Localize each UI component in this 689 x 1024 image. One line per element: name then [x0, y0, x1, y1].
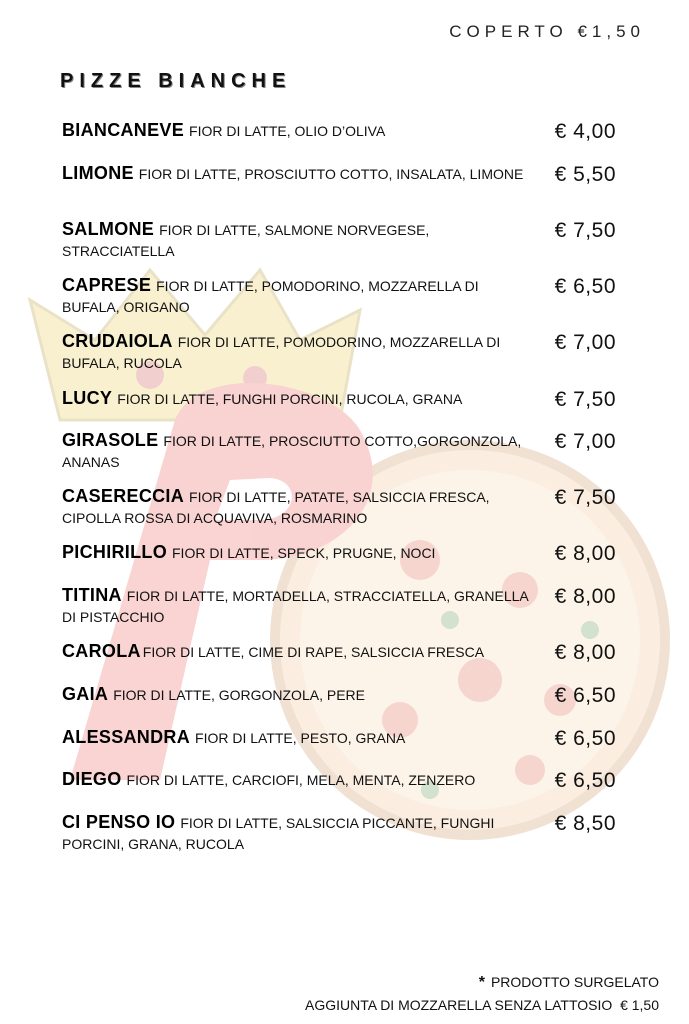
item-description: FIOR DI LATTE, PROSCIUTTO COTTO,GORGONZOLA, ANANAS	[62, 433, 522, 470]
footer-notes	[305, 971, 659, 1016]
item-name: ALESSANDRA	[62, 727, 191, 747]
item-description: FIOR DI LATTE, CIME DI RAPE, SALSICCIA FRESCA	[142, 644, 485, 660]
menu-item-salmone	[62, 219, 632, 262]
frozen-product-note	[305, 971, 659, 994]
menu-item-limone	[62, 163, 632, 185]
item-price: € 8,50	[554, 812, 616, 835]
item-price: € 7,50	[554, 486, 616, 509]
item-price: € 8,00	[554, 641, 616, 664]
item-description: FIOR DI LATTE, POMODORINO, MOZZARELLA DI BUFALA, ORIGANO	[62, 278, 479, 315]
menu-item-crudaiola	[62, 331, 632, 374]
menu-item-gaia	[62, 684, 632, 706]
item-description: FIOR DI LATTE, SPECK, PRUGNE, NOCI	[172, 545, 436, 561]
item-name: CASERECCIA	[62, 486, 185, 506]
item-description: FIOR DI LATTE, FUNGHI PORCINI, RUCOLA, GRANA	[117, 391, 463, 407]
item-description: FIOR DI LATTE, PROSCIUTTO COTTO, INSALATA, LIMONE	[138, 166, 524, 182]
item-price: € 6,50	[554, 727, 616, 750]
item-price: € 8,00	[554, 585, 616, 608]
item-name: BIANCANEVE	[62, 120, 185, 140]
item-description: FIOR DI LATTE, OLIO D’OLIVA	[189, 123, 386, 139]
menu-item-caserecia	[62, 486, 632, 529]
menu-item-carola	[62, 641, 632, 663]
item-name: GIRASOLE	[62, 430, 159, 450]
item-description: FIOR DI LATTE, PESTO, GRANA	[195, 730, 406, 746]
item-name: CRUDAIOLA	[62, 331, 173, 351]
item-name: GAIA	[62, 684, 109, 704]
item-description: FIOR DI LATTE, SALSICCIA PICCANTE, FUNGHI PORCINI, GRANA, RUCOLA	[62, 815, 495, 852]
frozen-product-label: PRODOTTO SURGELATO	[490, 974, 659, 990]
menu-item-titina	[62, 585, 632, 628]
coperto-price: COPERTO €1,50	[449, 22, 645, 41]
item-name: DIEGO	[62, 769, 122, 789]
menu-item-lucy	[62, 388, 632, 410]
item-name: CAPRESE	[62, 275, 152, 295]
item-name: SALMONE	[62, 219, 155, 239]
menu-item-pichirillo	[62, 542, 632, 564]
item-price: € 8,00	[554, 542, 616, 565]
item-price: € 7,50	[554, 219, 616, 242]
item-price: € 6,50	[554, 275, 616, 298]
item-description: FIOR DI LATTE, MORTADELLA, STRACCIATELLA, GRANELLA DI PISTACCHIO	[62, 588, 528, 625]
menu-item-ci-penso-io	[62, 812, 632, 855]
section-title: PIZZE BIANCHE	[60, 70, 292, 92]
item-name: LUCY	[62, 388, 113, 408]
item-name: TITINA	[62, 585, 122, 605]
item-price: € 4,00	[554, 120, 616, 143]
item-name: PICHIRILLO	[62, 542, 167, 562]
item-price: € 7,50	[554, 388, 616, 411]
lactose-free-note: AGGIUNTA DI MOZZARELLA SENZA LATTOSIO € 1,50	[305, 997, 659, 1013]
menu-item-alessandra	[62, 727, 632, 749]
item-description: FIOR DI LATTE, CARCIOFI, MELA, MENTA, ZENZERO	[126, 772, 476, 788]
item-price: € 6,50	[554, 769, 616, 792]
item-price: € 6,50	[554, 684, 616, 707]
item-price: € 7,00	[554, 430, 616, 453]
item-description: FIOR DI LATTE, PATATE, SALSICCIA FRESCA, CIPOLLA ROSSA DI ACQUAVIVA, ROSMARINO	[62, 489, 490, 526]
menu-item-diego	[62, 769, 632, 791]
item-price: € 5,50	[554, 163, 616, 186]
menu-item-girasole	[62, 430, 632, 473]
menu-item-biancaneve	[62, 120, 632, 142]
item-description: FIOR DI LATTE, SALMONE NORVEGESE, STRACCIATELLA	[62, 222, 430, 259]
item-name: LIMONE	[62, 163, 134, 183]
item-price: € 7,00	[554, 331, 616, 354]
menu-item-caprese	[62, 275, 632, 318]
item-name: CAROLA	[62, 641, 141, 661]
asterisk-icon: *	[478, 974, 485, 991]
item-description: FIOR DI LATTE, POMODORINO, MOZZARELLA DI BUFALA, RUCOLA	[62, 334, 501, 371]
item-description: FIOR DI LATTE, GORGONZOLA, PERE	[113, 687, 365, 703]
item-name: CI PENSO IO	[62, 812, 176, 832]
